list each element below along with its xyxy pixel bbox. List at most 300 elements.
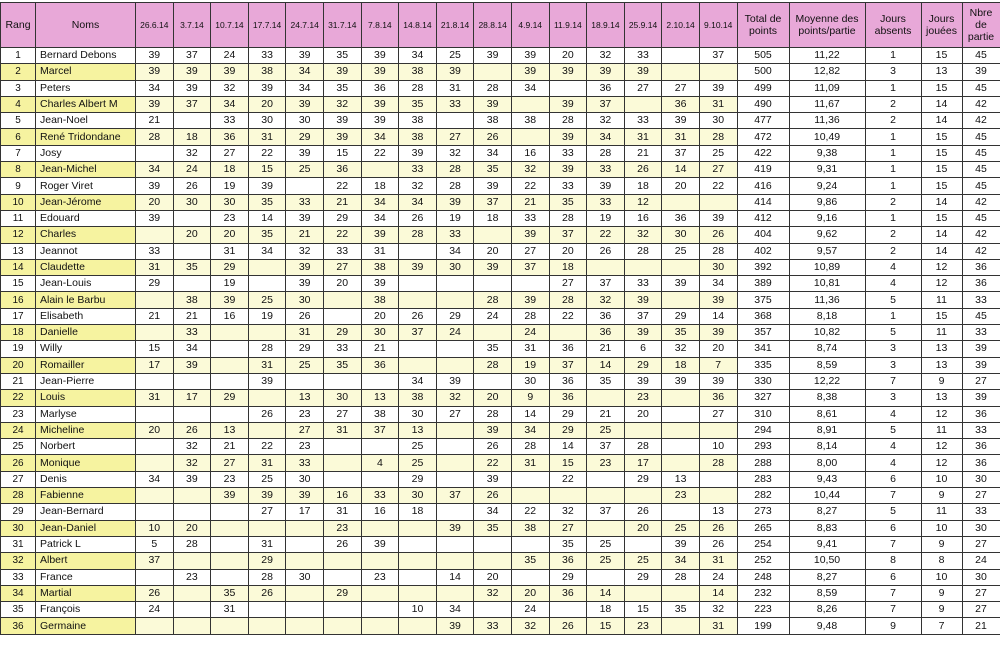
played-days-cell: 12 xyxy=(921,259,962,275)
rank-cell: 16 xyxy=(1,292,36,308)
score-cell: 37 xyxy=(699,48,737,64)
name-cell: Marcel xyxy=(36,64,136,80)
score-cell xyxy=(173,210,211,226)
score-cell xyxy=(136,145,174,161)
name-cell: Romailler xyxy=(36,357,136,373)
score-cell: 37 xyxy=(173,48,211,64)
score-cell xyxy=(549,602,587,618)
played-days-cell: 11 xyxy=(921,504,962,520)
score-cell: 22 xyxy=(361,145,399,161)
score-cell: 13 xyxy=(662,471,700,487)
total-cell: 368 xyxy=(737,308,789,324)
score-cell: 26 xyxy=(474,439,512,455)
rank-cell: 19 xyxy=(1,341,36,357)
header-date: 7.8.14 xyxy=(361,3,399,48)
score-cell xyxy=(511,129,549,145)
score-cell: 38 xyxy=(361,406,399,422)
name-cell: René Tridondane xyxy=(36,129,136,145)
table-row xyxy=(1,48,1000,64)
score-cell: 39 xyxy=(511,227,549,243)
score-cell: 28 xyxy=(136,129,174,145)
played-days-cell: 14 xyxy=(921,243,962,259)
name-cell: Norbert xyxy=(36,439,136,455)
table-row xyxy=(1,145,1000,161)
ranking-table xyxy=(0,2,1000,635)
score-cell: 14 xyxy=(587,357,625,373)
score-cell: 19 xyxy=(587,210,625,226)
absent-days-cell: 6 xyxy=(865,520,921,536)
score-cell xyxy=(211,325,249,341)
score-cell xyxy=(662,585,700,601)
score-cell: 15 xyxy=(323,145,361,161)
average-cell: 8,27 xyxy=(789,504,865,520)
table-row xyxy=(1,341,1000,357)
games-count-cell: 39 xyxy=(962,357,1000,373)
header-date: 18.9.14 xyxy=(587,3,625,48)
score-cell: 39 xyxy=(361,113,399,129)
score-cell: 36 xyxy=(549,341,587,357)
header-date: 28.8.14 xyxy=(474,3,512,48)
score-cell xyxy=(474,373,512,389)
games-count-cell: 45 xyxy=(962,178,1000,194)
score-cell xyxy=(323,602,361,618)
score-cell xyxy=(211,504,249,520)
name-cell: Charles xyxy=(36,227,136,243)
score-cell: 39 xyxy=(587,178,625,194)
score-cell: 28 xyxy=(511,439,549,455)
score-cell: 38 xyxy=(173,292,211,308)
score-cell xyxy=(587,390,625,406)
games-count-cell: 30 xyxy=(962,520,1000,536)
total-cell: 248 xyxy=(737,569,789,585)
header-moyenne: Moyenne des points/partie xyxy=(789,3,865,48)
games-count-cell: 42 xyxy=(962,194,1000,210)
absent-days-cell: 7 xyxy=(865,585,921,601)
score-cell: 9 xyxy=(511,390,549,406)
score-cell xyxy=(248,259,286,275)
header-absents: Jours absents xyxy=(865,3,921,48)
score-cell: 33 xyxy=(399,162,437,178)
score-cell: 31 xyxy=(699,553,737,569)
score-cell: 33 xyxy=(549,145,587,161)
score-cell: 27 xyxy=(624,80,662,96)
score-cell: 39 xyxy=(248,488,286,504)
name-cell: François xyxy=(36,602,136,618)
total-cell: 273 xyxy=(737,504,789,520)
total-cell: 392 xyxy=(737,259,789,275)
score-cell: 33 xyxy=(323,243,361,259)
average-cell: 9,43 xyxy=(789,471,865,487)
average-cell: 8,61 xyxy=(789,406,865,422)
score-cell xyxy=(624,96,662,112)
score-cell: 33 xyxy=(436,96,474,112)
score-cell: 20 xyxy=(136,422,174,438)
header-date: 21.8.14 xyxy=(436,3,474,48)
absent-days-cell: 5 xyxy=(865,422,921,438)
score-cell: 25 xyxy=(587,536,625,552)
games-count-cell: 27 xyxy=(962,488,1000,504)
score-cell: 24 xyxy=(511,602,549,618)
score-cell: 30 xyxy=(399,406,437,422)
score-cell: 31 xyxy=(286,325,324,341)
score-cell: 32 xyxy=(587,292,625,308)
played-days-cell: 9 xyxy=(921,488,962,504)
score-cell: 29 xyxy=(549,422,587,438)
score-cell: 36 xyxy=(361,80,399,96)
score-cell xyxy=(173,373,211,389)
score-cell: 39 xyxy=(624,292,662,308)
score-cell: 21 xyxy=(323,194,361,210)
games-count-cell: 30 xyxy=(962,569,1000,585)
score-cell xyxy=(436,504,474,520)
score-cell: 39 xyxy=(474,96,512,112)
score-cell: 23 xyxy=(211,210,249,226)
absent-days-cell: 3 xyxy=(865,341,921,357)
score-cell: 38 xyxy=(511,113,549,129)
name-cell: Germaine xyxy=(36,618,136,634)
absent-days-cell: 1 xyxy=(865,129,921,145)
score-cell: 24 xyxy=(436,325,474,341)
score-cell: 39 xyxy=(211,64,249,80)
table-row xyxy=(1,602,1000,618)
score-cell: 35 xyxy=(248,227,286,243)
absent-days-cell: 4 xyxy=(865,439,921,455)
score-cell: 39 xyxy=(549,64,587,80)
score-cell xyxy=(474,227,512,243)
score-cell xyxy=(136,406,174,422)
score-cell: 27 xyxy=(248,504,286,520)
score-cell: 14 xyxy=(436,569,474,585)
score-cell: 34 xyxy=(511,422,549,438)
score-cell: 37 xyxy=(587,439,625,455)
score-cell: 21 xyxy=(361,341,399,357)
score-cell: 39 xyxy=(173,357,211,373)
score-cell: 37 xyxy=(587,504,625,520)
name-cell: Danielle xyxy=(36,325,136,341)
score-cell xyxy=(662,504,700,520)
score-cell: 13 xyxy=(399,422,437,438)
name-cell: Jean-Noel xyxy=(36,113,136,129)
score-cell: 18 xyxy=(474,210,512,226)
total-cell: 294 xyxy=(737,422,789,438)
average-cell: 9,24 xyxy=(789,178,865,194)
score-cell: 39 xyxy=(474,259,512,275)
score-cell xyxy=(286,536,324,552)
score-cell: 39 xyxy=(587,64,625,80)
score-cell: 34 xyxy=(286,64,324,80)
score-cell xyxy=(361,439,399,455)
score-cell: 38 xyxy=(511,520,549,536)
score-cell xyxy=(136,325,174,341)
score-cell: 26 xyxy=(248,406,286,422)
table-row xyxy=(1,585,1000,601)
score-cell: 35 xyxy=(248,194,286,210)
score-cell: 23 xyxy=(211,471,249,487)
score-cell: 34 xyxy=(699,276,737,292)
table-row xyxy=(1,194,1000,210)
score-cell: 21 xyxy=(624,145,662,161)
name-cell: Fabienne xyxy=(36,488,136,504)
score-cell: 30 xyxy=(436,259,474,275)
score-cell: 26 xyxy=(136,585,174,601)
absent-days-cell: 4 xyxy=(865,455,921,471)
games-count-cell: 36 xyxy=(962,259,1000,275)
rank-cell: 27 xyxy=(1,471,36,487)
score-cell: 26 xyxy=(699,227,737,243)
total-cell: 404 xyxy=(737,227,789,243)
table-row xyxy=(1,390,1000,406)
score-cell: 29 xyxy=(624,357,662,373)
score-cell xyxy=(286,585,324,601)
score-cell: 39 xyxy=(662,536,700,552)
played-days-cell: 9 xyxy=(921,536,962,552)
score-cell xyxy=(511,569,549,585)
table-row xyxy=(1,373,1000,389)
score-cell: 20 xyxy=(361,308,399,324)
score-cell: 14 xyxy=(699,585,737,601)
rank-cell: 32 xyxy=(1,553,36,569)
table-row xyxy=(1,129,1000,145)
games-count-cell: 45 xyxy=(962,162,1000,178)
played-days-cell: 15 xyxy=(921,129,962,145)
score-cell: 32 xyxy=(436,145,474,161)
score-cell: 39 xyxy=(173,471,211,487)
score-cell: 30 xyxy=(699,113,737,129)
score-cell: 36 xyxy=(587,325,625,341)
score-cell: 27 xyxy=(211,145,249,161)
absent-days-cell: 3 xyxy=(865,357,921,373)
average-cell: 9,57 xyxy=(789,243,865,259)
average-cell: 8,91 xyxy=(789,422,865,438)
rank-cell: 22 xyxy=(1,390,36,406)
score-cell: 33 xyxy=(248,48,286,64)
average-cell: 9,48 xyxy=(789,618,865,634)
score-cell: 34 xyxy=(587,129,625,145)
score-cell: 26 xyxy=(699,536,737,552)
score-cell xyxy=(211,618,249,634)
total-cell: 414 xyxy=(737,194,789,210)
average-cell: 10,50 xyxy=(789,553,865,569)
score-cell: 34 xyxy=(173,341,211,357)
absent-days-cell: 4 xyxy=(865,276,921,292)
name-cell: Josy xyxy=(36,145,136,161)
score-cell: 32 xyxy=(286,243,324,259)
played-days-cell: 11 xyxy=(921,292,962,308)
absent-days-cell: 7 xyxy=(865,602,921,618)
rank-cell: 6 xyxy=(1,129,36,145)
score-cell xyxy=(624,585,662,601)
score-cell: 31 xyxy=(136,390,174,406)
header-date: 10.7.14 xyxy=(211,3,249,48)
average-cell: 9,16 xyxy=(789,210,865,226)
score-cell: 35 xyxy=(549,194,587,210)
played-days-cell: 9 xyxy=(921,585,962,601)
score-cell: 27 xyxy=(436,406,474,422)
header-jouees: Jours jouées xyxy=(921,3,962,48)
score-cell: 34 xyxy=(474,504,512,520)
score-cell xyxy=(399,553,437,569)
games-count-cell: 33 xyxy=(962,292,1000,308)
score-cell: 39 xyxy=(248,373,286,389)
score-cell: 29 xyxy=(136,276,174,292)
score-cell xyxy=(624,488,662,504)
score-cell: 37 xyxy=(474,194,512,210)
score-cell: 31 xyxy=(436,80,474,96)
played-days-cell: 12 xyxy=(921,276,962,292)
score-cell: 16 xyxy=(323,488,361,504)
absent-days-cell: 6 xyxy=(865,471,921,487)
games-count-cell: 33 xyxy=(962,422,1000,438)
score-cell xyxy=(136,504,174,520)
score-cell: 39 xyxy=(474,422,512,438)
score-cell xyxy=(361,373,399,389)
average-cell: 11,22 xyxy=(789,48,865,64)
played-days-cell: 15 xyxy=(921,162,962,178)
header-date: 25.9.14 xyxy=(624,3,662,48)
total-cell: 330 xyxy=(737,373,789,389)
table-row xyxy=(1,455,1000,471)
score-cell: 37 xyxy=(173,96,211,112)
games-count-cell: 42 xyxy=(962,227,1000,243)
score-cell: 39 xyxy=(361,276,399,292)
score-cell: 36 xyxy=(662,210,700,226)
absent-days-cell: 2 xyxy=(865,96,921,112)
score-cell: 39 xyxy=(662,276,700,292)
score-cell: 18 xyxy=(549,259,587,275)
score-cell: 23 xyxy=(286,406,324,422)
rank-cell: 34 xyxy=(1,585,36,601)
score-cell: 30 xyxy=(248,113,286,129)
score-cell xyxy=(662,64,700,80)
name-cell: Martial xyxy=(36,585,136,601)
score-cell: 27 xyxy=(699,162,737,178)
score-cell: 26 xyxy=(173,422,211,438)
header-date: 2.10.14 xyxy=(662,3,700,48)
score-cell: 39 xyxy=(248,178,286,194)
score-cell: 32 xyxy=(587,113,625,129)
games-count-cell: 39 xyxy=(962,390,1000,406)
score-cell: 26 xyxy=(474,488,512,504)
score-cell: 30 xyxy=(361,325,399,341)
header-noms: Noms xyxy=(36,3,136,48)
score-cell: 39 xyxy=(511,64,549,80)
average-cell: 8,74 xyxy=(789,341,865,357)
score-cell: 14 xyxy=(511,406,549,422)
absent-days-cell: 4 xyxy=(865,259,921,275)
score-cell: 39 xyxy=(474,178,512,194)
games-count-cell: 36 xyxy=(962,439,1000,455)
score-cell xyxy=(173,276,211,292)
score-cell: 24 xyxy=(511,325,549,341)
games-count-cell: 39 xyxy=(962,64,1000,80)
score-cell xyxy=(662,618,700,634)
score-cell: 27 xyxy=(286,422,324,438)
score-cell xyxy=(136,488,174,504)
name-cell: Alain le Barbu xyxy=(36,292,136,308)
score-cell: 29 xyxy=(211,390,249,406)
score-cell: 12 xyxy=(624,194,662,210)
score-cell: 32 xyxy=(173,455,211,471)
average-cell: 12,22 xyxy=(789,373,865,389)
score-cell: 21 xyxy=(211,439,249,455)
score-cell: 37 xyxy=(662,145,700,161)
score-cell: 30 xyxy=(211,194,249,210)
score-cell: 15 xyxy=(248,162,286,178)
average-cell: 11,36 xyxy=(789,113,865,129)
score-cell: 17 xyxy=(286,504,324,520)
absent-days-cell: 1 xyxy=(865,178,921,194)
absent-days-cell: 1 xyxy=(865,48,921,64)
score-cell: 39 xyxy=(624,325,662,341)
header-rang: Rang xyxy=(1,3,36,48)
score-cell: 38 xyxy=(248,64,286,80)
rank-cell: 26 xyxy=(1,455,36,471)
score-cell xyxy=(436,471,474,487)
score-cell: 28 xyxy=(173,536,211,552)
score-cell xyxy=(173,406,211,422)
games-count-cell: 33 xyxy=(962,325,1000,341)
average-cell: 8,18 xyxy=(789,308,865,324)
score-cell: 25 xyxy=(286,162,324,178)
score-cell: 39 xyxy=(399,259,437,275)
average-cell: 8,00 xyxy=(789,455,865,471)
name-cell: Jean-Michel xyxy=(36,162,136,178)
score-cell xyxy=(436,422,474,438)
score-cell: 35 xyxy=(474,520,512,536)
score-cell: 33 xyxy=(474,618,512,634)
score-cell: 35 xyxy=(323,357,361,373)
played-days-cell: 14 xyxy=(921,96,962,112)
score-cell: 26 xyxy=(587,243,625,259)
played-days-cell: 12 xyxy=(921,406,962,422)
total-cell: 341 xyxy=(737,341,789,357)
score-cell: 31 xyxy=(323,504,361,520)
name-cell: Jean-Daniel xyxy=(36,520,136,536)
absent-days-cell: 1 xyxy=(865,145,921,161)
score-cell: 20 xyxy=(662,178,700,194)
score-cell: 29 xyxy=(323,210,361,226)
rank-cell: 28 xyxy=(1,488,36,504)
score-cell: 29 xyxy=(248,553,286,569)
score-cell xyxy=(699,488,737,504)
average-cell: 8,59 xyxy=(789,585,865,601)
played-days-cell: 13 xyxy=(921,390,962,406)
score-cell xyxy=(323,471,361,487)
played-days-cell: 13 xyxy=(921,64,962,80)
score-cell: 24 xyxy=(699,569,737,585)
score-cell xyxy=(587,259,625,275)
score-cell: 32 xyxy=(587,48,625,64)
score-cell xyxy=(436,292,474,308)
score-cell: 26 xyxy=(399,210,437,226)
table-row xyxy=(1,96,1000,112)
rank-cell: 12 xyxy=(1,227,36,243)
score-cell xyxy=(399,292,437,308)
name-cell: Claudette xyxy=(36,259,136,275)
score-cell xyxy=(173,243,211,259)
rank-cell: 8 xyxy=(1,162,36,178)
games-count-cell: 45 xyxy=(962,145,1000,161)
header-row xyxy=(1,3,1000,48)
score-cell xyxy=(436,455,474,471)
score-cell: 39 xyxy=(323,129,361,145)
name-cell: Micheline xyxy=(36,422,136,438)
score-cell: 21 xyxy=(587,341,625,357)
score-cell: 21 xyxy=(173,308,211,324)
score-cell: 30 xyxy=(699,259,737,275)
name-cell: Peters xyxy=(36,80,136,96)
score-cell: 32 xyxy=(211,80,249,96)
